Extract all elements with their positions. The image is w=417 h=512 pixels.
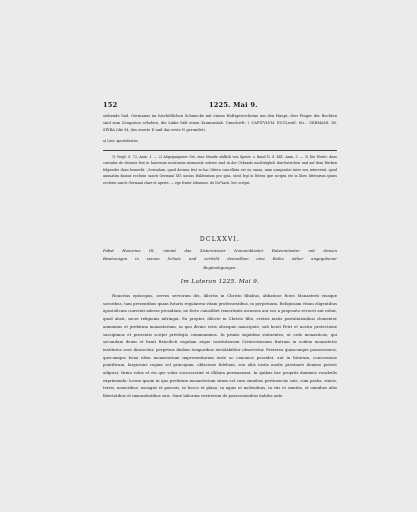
place-date: Im Lateran 1225. Mai 9. — [180, 279, 260, 285]
regest-line-1: Pabst Honorius III. nimmt das Zisterzienser Nonnenkloster Rotenmünster mit dessen — [103, 248, 337, 253]
footnote-divider — [103, 150, 337, 151]
running-date: 1225. Mai 9. — [209, 101, 258, 109]
document-regest — [103, 247, 337, 272]
document-number: DCLXXVI. — [199, 236, 241, 243]
page-number: 152 — [103, 101, 118, 109]
footnote-a: a) Lies: apostolicitus. — [103, 139, 139, 143]
regest-line-2: Besitzungen in seinen Schutz und verleiht demselben eine Reihe näher angegebener — [103, 256, 337, 262]
charter-text: Honorius episcopus, servus servorum dei, dilectis in Christo filiabus, abbatisse Rotei Monasterii eiusque sororibus, tam presentibus quam futuris regularem vitam professentibus, in perpetuum. Religiosam vitam eligentibus apostolicum convenit adesse presidium, ne forte cuiuslibet temeritatis incursus aut eos a proposito revocet aut robur, quod absit, sacre religionis infringat. Ea propter, dilecte in Christo filie, vestris iustis postulationibus clementer annuimus et prefatum monasterium, in quo divino estis obsequio mancipate, sub beati Petri et nostra protectione suscipimus et presentis scripti privilegio communimus. In primis siquidem statuentes, ut ordo monasticus, qui secundum deum et beati Benedicti regulam atque institutionem Cisterciensium fratrum in eodem monasterio institutus esse dinoscitur, perpetuis ibidem temporibus inviolabiliter observetur. Preterea quascunque possessiones, quecumque bona idem monasterium impresentiarum iuste ac canonice possidet, aut in futurum, concessione pontificum, largicione regum vel principum, oblacione fidelium, seu aliis iustis modis prestante domino poterit adipisci, firma vobis et eis que vobis successerint et illibata permaneant. In quibus hec propriis duximus vocabulis exprimenda: locum ipsum in quo prefatum monasterium situm est cum omnibus pertinenciis suis, cum pratis, vineis, terris, nemoribus, usuagiis et pascuis, in bosco et plano, in aquis et molendinis, in viis et semitis, et omnibus aliis libertatibus et immunitatibus suis. Sane laborum vestrorum de possessionibus habitis ante — [103, 293, 337, 399]
page-header — [103, 101, 337, 111]
seal-description: siebende heil. Germanus im bischöflichen Schmucke mit einem Hoftigerrscheine um den Haupt; drei Finger der Rechten sind zum Zeugnisse erhoben, die Linke hält einen Krummstab. Umschrift: † CAPITVLVM. ECCLesiE. Sti... GERMANI. IN. SPIRA (die M, das zweite E und das erste N gerundet). — [103, 114, 337, 132]
footnote-1: 1) Vergl: S. 73, Anm. 1. — 2) Abgegangener Ort, eine Stunde südlich von Speier, s. Band II, S. 441, Anm. 3. — 3) Die Worte: duas carradas de decimis fest in harrerum nostrarum memorale solvere sind in der Urkunde nachträglich durchstrichen und auf dem Rücken folgendes dazu bemerkt: „Sciendum, quod decima fest in hac littera cancellata est ea causa, nam compositio inter nos intervenit, quod annuatim damus ecclesie sancti Germani XVI uncias Hallensium pro ipsa, sicut legi in littera que scripta est in libro litterarum ipsius ecclesie sancti Germani clare et aperte. — ego frater Iohannes, de Du*sach, hec scripsi. — [103, 155, 337, 185]
regest-line-3: Begünstigungen. — [203, 264, 237, 270]
